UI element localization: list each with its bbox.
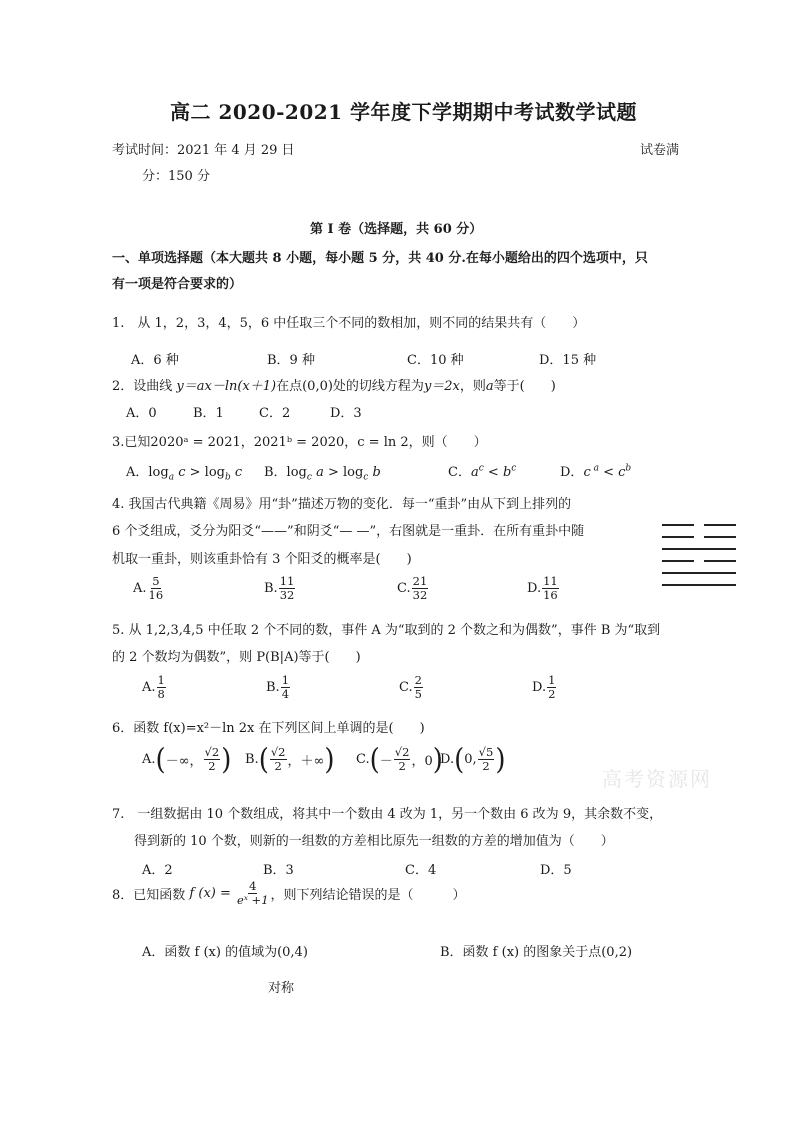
volume-heading: 第 I 卷（选择题，共 60 分） xyxy=(310,222,483,237)
q7-line1: 7. 一组数据由 10 个数组成，将其中一个数由 4 改为 1，另一个数由 6 改为 9，其余数不变， xyxy=(112,807,663,822)
q2-option-b: B．1 xyxy=(193,406,224,421)
q1-option-d: D．15 种 xyxy=(539,353,597,368)
q8-option-b-continued: 对称 xyxy=(268,981,295,996)
q3-option-d: D．c $^a < c^b$ xyxy=(560,463,632,480)
full-marks-label: 试卷满 xyxy=(640,143,680,158)
q8-stem: 8．已知函数 f (x) = $\frac{4}{\text{eˣ +1}}$ ，则下列结论错误的是（ ） xyxy=(112,879,466,907)
q7-option-b: B．3 xyxy=(263,863,294,878)
q6-option-d: D. ( 0, $\frac{√5}{2}$ ) xyxy=(440,743,506,776)
q4-option-d: D. $\frac{11}{16}$ xyxy=(527,574,558,602)
q4-line1: 4. 我国古代典籍《周易》用“卦”描述万物的变化．每一“重卦”由从下到上排列的 xyxy=(112,497,572,512)
full-marks-value: 分：150 分 xyxy=(142,169,210,184)
q1-stem: 1. 从 1，2，3，4，5，6 中任取三个不同的数相加，则不同的结果共有（ ） xyxy=(112,316,586,331)
q6-option-a: A. ( －∞， $\frac{√2}{2}$ ) xyxy=(142,743,232,776)
q3-option-a: A．$\log_a c > \log_b c$ xyxy=(126,465,243,483)
q5-option-c: C. $\frac{2}{5}$ xyxy=(399,673,422,701)
q3-option-b: B．$\log_c a > \log_c b$ xyxy=(264,465,381,483)
q4-option-c: C. $\frac{21}{32}$ xyxy=(397,574,428,602)
q3-option-c: C．$a^c < b^c$ xyxy=(448,463,517,480)
q5-option-d: D. $\frac{1}{2}$ xyxy=(532,673,556,701)
q4-line3: 机取一重卦，则该重卦恰有 3 个阳爻的概率是( ) xyxy=(112,552,412,567)
q8-option-b: B．函数 f (x) 的图象关于点(0,2) xyxy=(440,945,633,960)
q7-option-a: A．2 xyxy=(142,863,173,878)
q6-option-b: B. ( $\frac{√2}{2}$ ，＋∞ ) xyxy=(245,743,335,776)
q5-line2: 的 2 个数均为偶数”，则 P(B|A)等于( ) xyxy=(112,650,361,665)
q1-option-c: C．10 种 xyxy=(407,353,464,368)
q5-option-b: B. $\frac{1}{4}$ xyxy=(266,673,290,701)
q2-option-c: C．2 xyxy=(259,406,291,421)
section-heading-line1: 一、单项选择题（本大题共 8 小题，每小题 5 分，共 40 分.在每小题给出的四个选项中，只 xyxy=(112,251,648,266)
section-heading-line2: 有一项是符合要求的） xyxy=(112,277,243,292)
q2-option-a: A．0 xyxy=(126,406,157,421)
watermark: 高考资源网 xyxy=(602,767,712,791)
q4-line2: 6 个爻组成，爻分为阳爻“——”和阴爻“— —”，右图就是一重卦．在所有重卦中随 xyxy=(112,524,585,539)
q3-stem: 3.已知2020ᵃ = 2021，2021ᵇ = 2020，c = ln 2，则（ ） xyxy=(112,435,487,450)
q8-option-a: A．函数 f (x) 的值域为(0,4) xyxy=(142,945,308,960)
page-title: 高二 2020-2021 学年度下学期期中考试数学试题 xyxy=(170,100,638,124)
q6-stem: 6．函数 f(x)=x²－ln 2x 在下列区间上单调的是( ) xyxy=(112,721,425,736)
q7-option-d: D．5 xyxy=(540,863,572,878)
q4-option-b: B. $\frac{11}{32}$ xyxy=(264,574,295,602)
q7-option-c: C．4 xyxy=(405,863,437,878)
q5-line1: 5. 从 1,2,3,4,5 中任取 2 个不同的数，事件 A 为“取到的 2 个数之和为偶数”，事件 B 为“取到 xyxy=(112,623,661,638)
q7-line2: 得到新的 10 个数，则新的一组数的方差相比原先一组数的方差的增加值为（ ） xyxy=(134,834,614,849)
hexagram-figure xyxy=(662,522,740,586)
q1-option-b: B．9 种 xyxy=(267,353,315,368)
q2-option-d: D．3 xyxy=(330,406,362,421)
q2-stem: 2．设曲线 y＝ax－ln(x＋1)在点(0,0)处的切线方程为y＝2x，则a等于( ) xyxy=(112,379,556,394)
q1-option-a: A．6 种 xyxy=(131,353,179,368)
q5-option-a: A. $\frac{1}{8}$ xyxy=(142,673,165,701)
q4-option-a: A. $\frac{5}{16}$ xyxy=(133,574,164,602)
exam-time: 考试时间：2021 年 4 月 29 日 xyxy=(112,143,295,158)
q6-option-c: C. ( － $\frac{√2}{2}$ ，0 ) xyxy=(356,743,443,776)
